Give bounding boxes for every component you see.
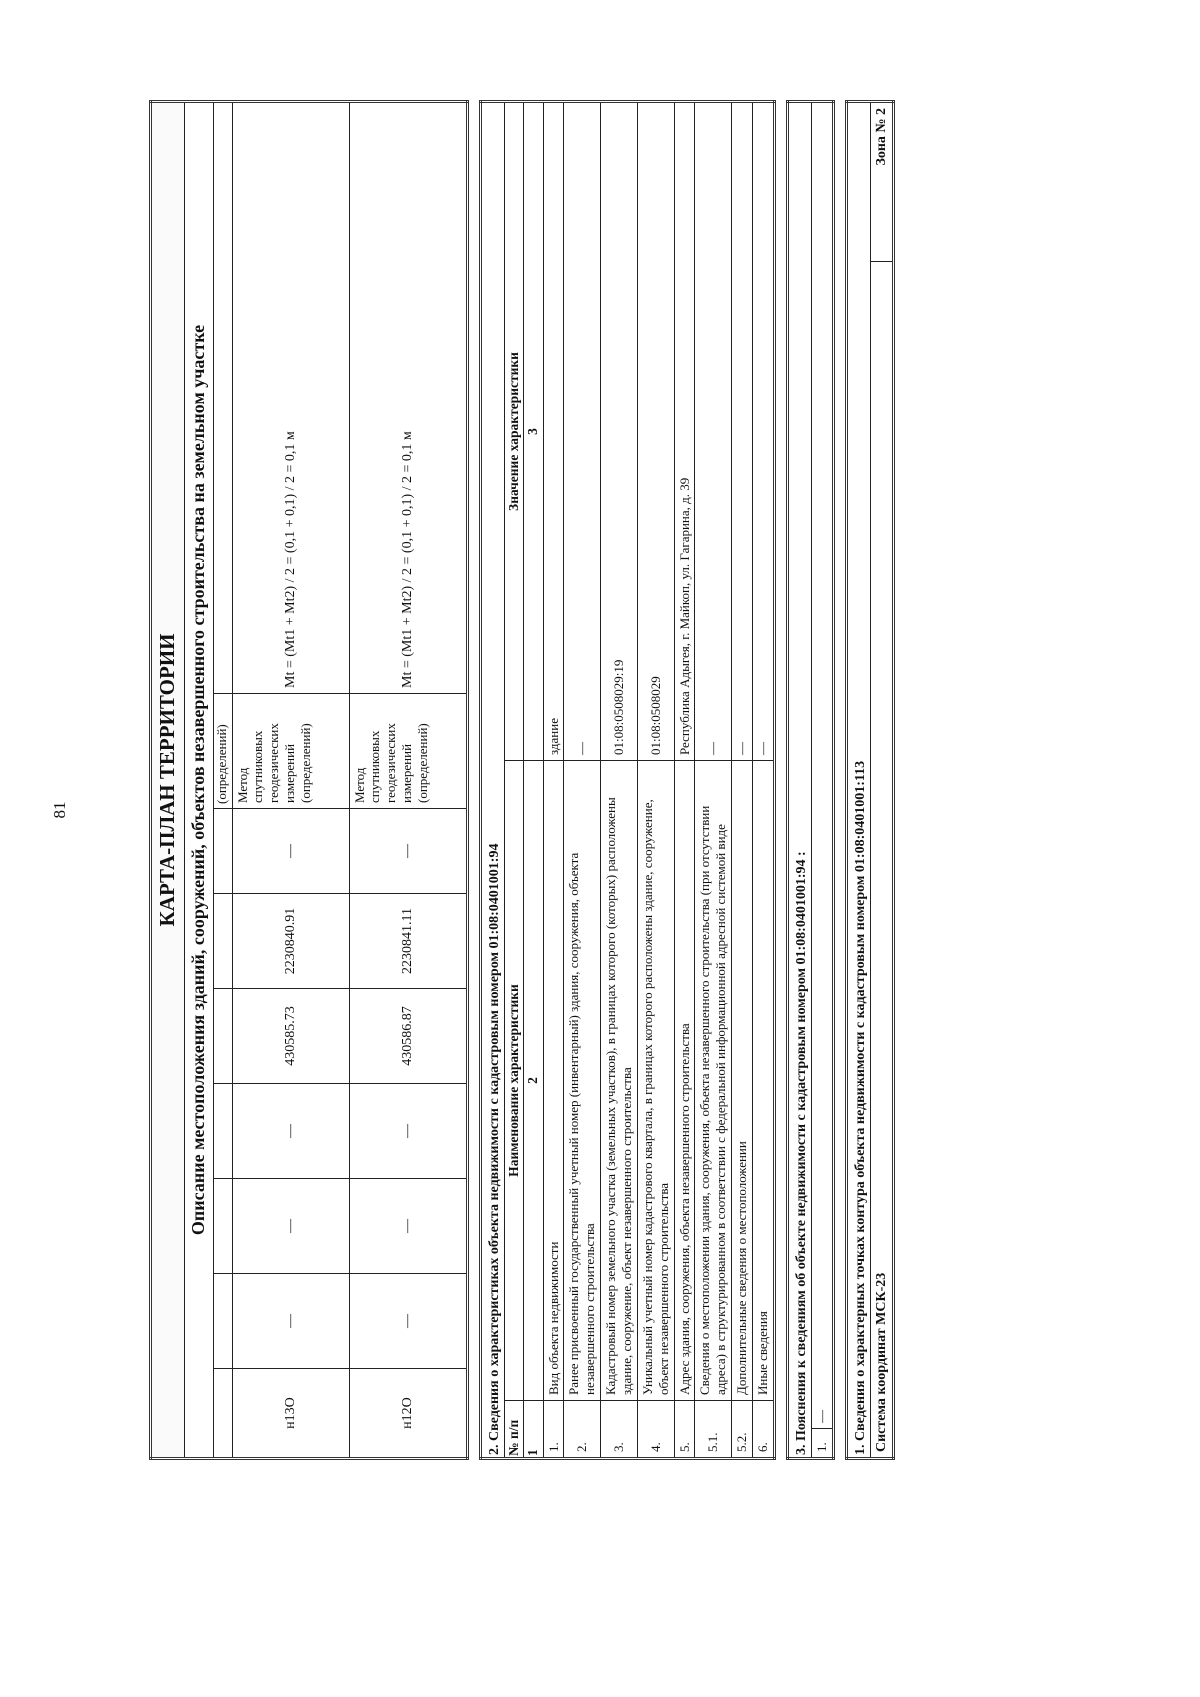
page-number: 81 bbox=[50, 801, 69, 819]
method-text: Метод спутниковых геодезических измерений (определений) bbox=[232, 694, 349, 809]
col-number: 1 bbox=[524, 1401, 543, 1459]
map-subtitle: Описание местоположения зданий, сооружений, объектов незавершенного строительства на земельном участке bbox=[184, 102, 213, 1459]
empty-cell: — bbox=[232, 1084, 349, 1179]
table-row bbox=[674, 102, 695, 1459]
table-row bbox=[753, 102, 775, 1459]
accuracy-formula: Mt = (Mt1 + Mt2) / 2 = (0,1 + 0,1) / 2 = 0,1 м bbox=[349, 102, 467, 694]
table-row bbox=[811, 102, 833, 1459]
row-value: здание bbox=[543, 102, 564, 761]
characteristics-table bbox=[479, 100, 776, 1460]
col-number: 3 bbox=[524, 102, 543, 761]
top-strip-text: (определений) bbox=[213, 694, 232, 809]
row-text: — bbox=[811, 102, 833, 1429]
coord-system: Система координат МСК-23 bbox=[870, 262, 893, 1459]
explanations-table bbox=[786, 100, 835, 1460]
row-number: 1. bbox=[543, 1401, 564, 1459]
table-row bbox=[564, 102, 601, 1459]
row-value: 01:08:0508029:19 bbox=[601, 102, 638, 761]
empty-cell: — bbox=[349, 1274, 467, 1369]
rotated-sheet bbox=[149, 100, 999, 1460]
row-value: — bbox=[695, 102, 732, 761]
row-name: Ранее присвоенный государственный учетный номер (инвентарный) здания, сооружения, объекта незавершенного строительства bbox=[564, 761, 601, 1401]
method-text: Метод спутниковых геодезических измерений (определений) bbox=[349, 694, 467, 809]
col-header-name: Наименование характеристики bbox=[504, 761, 523, 1401]
row-number: 6. bbox=[753, 1401, 775, 1459]
point-name: н12О bbox=[349, 1369, 467, 1459]
coord-y: 2230841.11 bbox=[349, 894, 467, 989]
empty-cell: — bbox=[232, 1274, 349, 1369]
row-name: Кадастровый номер земельного участка (земельных участков), в границах которого (которых) расположены здание, сооружение, объект незавершенного строительства bbox=[601, 761, 638, 1401]
coord-x: 430586.87 bbox=[349, 989, 467, 1084]
section3-title: 3. Пояснения к сведениям об объекте недвижимости с кадастровым номером 01:08:0401001:94 : bbox=[793, 851, 809, 1455]
col-header-num: № п/п bbox=[504, 1401, 523, 1459]
accuracy-formula: Mt = (Mt1 + Mt2) / 2 = (0,1 + 0,1) / 2 = 0,1 м bbox=[232, 102, 349, 694]
row-number: 5. bbox=[674, 1401, 695, 1459]
col-header-value: Значение характеристики bbox=[504, 102, 523, 761]
contour-points-header bbox=[845, 100, 895, 1460]
col-number: 2 bbox=[524, 761, 543, 1401]
row-name: Вид объекта недвижимости bbox=[543, 761, 564, 1401]
map-title: КАРТА-ПЛАН ТЕРРИТОРИИ bbox=[151, 102, 185, 1459]
coord-row bbox=[232, 102, 349, 1459]
table-row bbox=[732, 102, 753, 1459]
row-value: — bbox=[753, 102, 775, 761]
coord-y: 2230840.91 bbox=[232, 894, 349, 989]
table-row bbox=[695, 102, 732, 1459]
section1-title: 1. Сведения о характерных точках контура объекта недвижимости с кадастровым номером 01:08:0401001:113 bbox=[852, 760, 868, 1455]
row-number: 5.1. bbox=[695, 1401, 732, 1459]
coordinates-block bbox=[149, 100, 469, 1460]
row-number: 4. bbox=[637, 1401, 674, 1459]
row-number: 1. bbox=[811, 1429, 833, 1459]
coord-row bbox=[349, 102, 467, 1459]
section2-title: 2. Сведения о характеристиках объекта недвижимости с кадастровым номером 01:08:0401001:94 bbox=[486, 843, 502, 1455]
point-name: н13О bbox=[232, 1369, 349, 1459]
row-name: Иные сведения bbox=[753, 761, 775, 1401]
table-row bbox=[543, 102, 564, 1459]
empty-cell: — bbox=[349, 809, 467, 894]
row-name: Адрес здания, сооружения, объекта незавершенного строительства bbox=[674, 761, 695, 1401]
row-number: 2. bbox=[564, 1401, 601, 1459]
row-value: 01:08:0508029 bbox=[637, 102, 674, 761]
row-value: — bbox=[564, 102, 601, 761]
empty-cell: — bbox=[349, 1084, 467, 1179]
empty-cell: — bbox=[232, 809, 349, 894]
empty-cell: — bbox=[349, 1179, 467, 1274]
row-number: 3. bbox=[601, 1401, 638, 1459]
row-value: Республика Адыгея, г. Майкоп, ул. Гагарина, д. 39 bbox=[674, 102, 695, 761]
zone-label: Зона № 2 bbox=[870, 102, 893, 262]
table-row bbox=[637, 102, 674, 1459]
coord-x: 430585.73 bbox=[232, 989, 349, 1084]
table-row bbox=[601, 102, 638, 1459]
row-value: — bbox=[732, 102, 753, 761]
row-name: Уникальный учетный номер кадастрового квартала, в границах которого расположены здание, сооружение, объект незавершенного строительства bbox=[637, 761, 674, 1401]
row-number: 5.2. bbox=[732, 1401, 753, 1459]
empty-cell: — bbox=[232, 1179, 349, 1274]
row-name: Дополнительные сведения о местоположении bbox=[732, 761, 753, 1401]
row-name: Сведения о местоположении здания, сооружения, объекта незавершенного строительства (при отсутствии адреса) в структурированном в соответствии с федеральной информационной адресной системой виде bbox=[695, 761, 732, 1401]
